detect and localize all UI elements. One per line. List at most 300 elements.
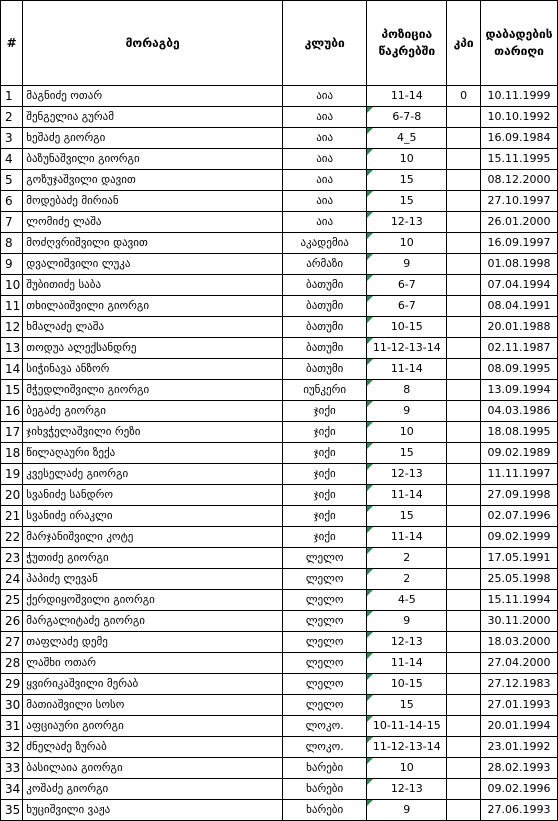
kp-cell[interactable] bbox=[447, 107, 481, 128]
position-cell[interactable] bbox=[367, 359, 447, 380]
club-name[interactable]: ბათუმი bbox=[282, 359, 366, 380]
position-cell[interactable] bbox=[367, 149, 447, 170]
birthdate-cell[interactable]: 09.02.1996 bbox=[481, 779, 558, 800]
birthdate-cell[interactable]: 10.10.1992 bbox=[481, 107, 558, 128]
table-row bbox=[1, 695, 558, 716]
kp-cell[interactable] bbox=[447, 275, 481, 296]
kp-cell[interactable] bbox=[447, 779, 481, 800]
player-name[interactable]: მოძღვრიშვილი დავით bbox=[23, 233, 283, 254]
row-number[interactable]: 19 bbox=[1, 464, 23, 485]
table-row bbox=[1, 632, 558, 653]
position-text: 11-14 bbox=[390, 656, 423, 669]
position-cell[interactable] bbox=[367, 212, 447, 233]
comment-indicator-icon bbox=[367, 800, 373, 806]
position-text: 9 bbox=[403, 404, 411, 417]
player-name[interactable]: მარგალიტაძე გიორგი bbox=[23, 611, 283, 632]
table-row bbox=[1, 296, 558, 317]
club-name[interactable]: ჯიქი bbox=[282, 443, 366, 464]
row-number[interactable]: 12 bbox=[1, 317, 23, 338]
comment-indicator-icon bbox=[367, 191, 373, 197]
position-text: 9 bbox=[403, 614, 411, 627]
table-row bbox=[1, 716, 558, 737]
player-name[interactable]: სვანიძე სანდრო bbox=[23, 485, 283, 506]
position-text: 15 bbox=[399, 698, 414, 711]
row-number[interactable]: 8 bbox=[1, 233, 23, 254]
birthdate-cell[interactable]: 27.09.1998 bbox=[481, 485, 558, 506]
player-name[interactable]: აფციაური გიორგი bbox=[23, 716, 283, 737]
position-cell[interactable] bbox=[367, 464, 447, 485]
birthdate-cell[interactable]: 18.03.2000 bbox=[481, 632, 558, 653]
club-name[interactable]: აია bbox=[282, 86, 366, 107]
table-row bbox=[1, 443, 558, 464]
club-name[interactable]: ხარები bbox=[282, 779, 366, 800]
birthdate-cell[interactable]: 09.02.1999 bbox=[481, 527, 558, 548]
club-name[interactable]: ლელო bbox=[282, 548, 366, 569]
table-row bbox=[1, 317, 558, 338]
table-row bbox=[1, 653, 558, 674]
player-name[interactable]: მჭედლიშვილი გიორგი bbox=[23, 380, 283, 401]
comment-indicator-icon bbox=[367, 779, 373, 785]
position-cell[interactable] bbox=[367, 485, 447, 506]
birthdate-cell[interactable]: 27.06.1993 bbox=[481, 800, 558, 821]
table-row bbox=[1, 590, 558, 611]
comment-indicator-icon bbox=[367, 506, 373, 512]
position-text: 10 bbox=[399, 425, 414, 438]
birthdate-cell[interactable]: 15.11.1994 bbox=[481, 590, 558, 611]
position-cell[interactable] bbox=[367, 233, 447, 254]
club-name[interactable]: ჯიქი bbox=[282, 485, 366, 506]
birthdate-cell[interactable]: 09.02.1989 bbox=[481, 443, 558, 464]
comment-indicator-icon bbox=[367, 380, 373, 386]
club-name[interactable]: ბათუმი bbox=[282, 275, 366, 296]
row-number[interactable]: 31 bbox=[1, 716, 23, 737]
position-cell[interactable] bbox=[367, 716, 447, 737]
club-name[interactable]: ჯიქი bbox=[282, 527, 366, 548]
position-text: 15 bbox=[399, 194, 414, 207]
player-name[interactable]: ლომიძე ლაშა bbox=[23, 212, 283, 233]
row-number[interactable]: 30 bbox=[1, 695, 23, 716]
player-name[interactable]: ხმალაძე ლაშა bbox=[23, 317, 283, 338]
row-number[interactable]: 35 bbox=[1, 800, 23, 821]
position-text: 10-15 bbox=[390, 320, 423, 333]
birthdate-cell[interactable]: 10.11.1999 bbox=[481, 86, 558, 107]
player-name[interactable]: შუბითიძე საბა bbox=[23, 275, 283, 296]
comment-indicator-icon bbox=[367, 317, 373, 323]
birthdate-cell[interactable]: 20.01.1988 bbox=[481, 317, 558, 338]
row-number[interactable]: 23 bbox=[1, 548, 23, 569]
player-name[interactable]: მაგნიძე ოთარ bbox=[23, 86, 283, 107]
row-number[interactable]: 6 bbox=[1, 191, 23, 212]
kp-cell[interactable] bbox=[447, 695, 481, 716]
player-name[interactable]: კვესელაძე გიორგი bbox=[23, 464, 283, 485]
row-number[interactable]: 3 bbox=[1, 128, 23, 149]
position-text: 15 bbox=[399, 446, 414, 459]
birthdate-cell[interactable]: 07.04.1994 bbox=[481, 275, 558, 296]
position-cell[interactable] bbox=[367, 653, 447, 674]
row-number[interactable]: 22 bbox=[1, 527, 23, 548]
position-text: 4-5 bbox=[397, 593, 416, 606]
kp-cell[interactable] bbox=[447, 422, 481, 443]
kp-cell[interactable] bbox=[447, 380, 481, 401]
comment-indicator-icon bbox=[367, 485, 373, 491]
player-name[interactable]: სიჭინავა ანზორ bbox=[23, 359, 283, 380]
row-number[interactable]: 20 bbox=[1, 485, 23, 506]
comment-indicator-icon bbox=[367, 464, 373, 470]
club-name[interactable]: არმაზი bbox=[282, 254, 366, 275]
player-name[interactable]: ხუციშვილი ვაჟა bbox=[23, 800, 283, 821]
row-number[interactable]: 29 bbox=[1, 674, 23, 695]
birthdate-cell[interactable]: 11.11.1997 bbox=[481, 464, 558, 485]
comment-indicator-icon bbox=[367, 107, 373, 113]
row-number[interactable]: 34 bbox=[1, 779, 23, 800]
birthdate-cell[interactable]: 26.01.2000 bbox=[481, 212, 558, 233]
row-number[interactable]: 5 bbox=[1, 170, 23, 191]
comment-indicator-icon bbox=[367, 611, 373, 617]
player-name[interactable]: გოზუჯაშვილი დავით bbox=[23, 170, 283, 191]
row-number[interactable]: 1 bbox=[1, 86, 23, 107]
row-number[interactable]: 14 bbox=[1, 359, 23, 380]
club-name[interactable]: ჯიქი bbox=[282, 506, 366, 527]
club-name[interactable]: ლელო bbox=[282, 695, 366, 716]
position-cell[interactable] bbox=[367, 590, 447, 611]
player-name[interactable]: თაფლაძე დემე bbox=[23, 632, 283, 653]
table-row bbox=[1, 212, 558, 233]
position-cell[interactable] bbox=[367, 128, 447, 149]
kp-cell[interactable] bbox=[447, 758, 481, 779]
table-row bbox=[1, 779, 558, 800]
position-cell[interactable] bbox=[367, 254, 447, 275]
kp-cell[interactable] bbox=[447, 548, 481, 569]
club-name[interactable]: ლელო bbox=[282, 653, 366, 674]
table-row bbox=[1, 611, 558, 632]
kp-cell[interactable] bbox=[447, 611, 481, 632]
position-text: 11-12-13-14 bbox=[372, 740, 441, 753]
table-row bbox=[1, 674, 558, 695]
kp-cell[interactable] bbox=[447, 443, 481, 464]
kp-cell[interactable] bbox=[447, 212, 481, 233]
position-text: 15 bbox=[399, 509, 414, 522]
kp-cell[interactable] bbox=[447, 527, 481, 548]
club-name[interactable]: ჯიქი bbox=[282, 401, 366, 422]
club-name[interactable]: აკადემია bbox=[282, 233, 366, 254]
row-number[interactable]: 15 bbox=[1, 380, 23, 401]
player-name[interactable]: ძნელაძე ზურაბ bbox=[23, 737, 283, 758]
row-number[interactable]: 27 bbox=[1, 632, 23, 653]
kp-cell[interactable] bbox=[447, 737, 481, 758]
player-name[interactable]: ლაშხი ოთარ bbox=[23, 653, 283, 674]
club-name[interactable]: ბათუმი bbox=[282, 296, 366, 317]
birthdate-cell[interactable]: 28.02.1993 bbox=[481, 758, 558, 779]
table-row bbox=[1, 758, 558, 779]
position-text: 8 bbox=[403, 383, 411, 396]
club-name[interactable]: იუნკერი bbox=[282, 380, 366, 401]
comment-indicator-icon bbox=[367, 758, 373, 764]
table-row bbox=[1, 485, 558, 506]
row-number[interactable]: 33 bbox=[1, 758, 23, 779]
kp-cell[interactable] bbox=[447, 506, 481, 527]
position-cell[interactable] bbox=[367, 737, 447, 758]
comment-indicator-icon bbox=[367, 254, 373, 260]
position-cell[interactable] bbox=[367, 695, 447, 716]
birthdate-cell[interactable]: 15.11.1995 bbox=[481, 149, 558, 170]
table-row bbox=[1, 380, 558, 401]
table-row bbox=[1, 569, 558, 590]
player-name[interactable]: ბაზუნაშვილი გიორგი bbox=[23, 149, 283, 170]
position-cell[interactable] bbox=[367, 380, 447, 401]
player-name[interactable]: ჯიხვჭელაშვილი რეზი bbox=[23, 422, 283, 443]
comment-indicator-icon bbox=[367, 695, 373, 701]
birthdate-cell[interactable]: 04.03.1986 bbox=[481, 401, 558, 422]
birthdate-cell[interactable]: 08.09.1995 bbox=[481, 359, 558, 380]
table-row bbox=[1, 170, 558, 191]
position-text: 11-12-13-14 bbox=[372, 341, 441, 354]
club-name[interactable]: ლოკო. bbox=[282, 716, 366, 737]
position-text: 2 bbox=[403, 572, 411, 585]
player-name[interactable]: მათიაშვილი სოსო bbox=[23, 695, 283, 716]
kp-cell[interactable] bbox=[447, 401, 481, 422]
position-text: 9 bbox=[403, 803, 411, 816]
position-cell[interactable] bbox=[367, 674, 447, 695]
birthdate-cell[interactable]: 25.05.1998 bbox=[481, 569, 558, 590]
player-name[interactable]: ბასილაია გიორგი bbox=[23, 758, 283, 779]
position-cell[interactable] bbox=[367, 632, 447, 653]
club-name[interactable]: ბათუმი bbox=[282, 338, 366, 359]
kp-cell[interactable] bbox=[447, 464, 481, 485]
table-row bbox=[1, 191, 558, 212]
position-text: 10-15 bbox=[390, 677, 423, 690]
position-text: 9 bbox=[403, 257, 411, 270]
position-cell[interactable] bbox=[367, 800, 447, 821]
birthdate-cell[interactable]: 16.09.1997 bbox=[481, 233, 558, 254]
position-text: 6-7 bbox=[397, 299, 416, 312]
header-position: პოზიცია წაკრებში bbox=[367, 1, 447, 86]
player-name[interactable]: კოშაძე გიორგი bbox=[23, 779, 283, 800]
position-cell[interactable] bbox=[367, 422, 447, 443]
club-name[interactable]: ლელო bbox=[282, 569, 366, 590]
club-name[interactable]: ჯიქი bbox=[282, 464, 366, 485]
player-name[interactable]: ბეგაძე გიორგი bbox=[23, 401, 283, 422]
kp-cell[interactable] bbox=[447, 254, 481, 275]
kp-cell[interactable] bbox=[447, 569, 481, 590]
position-text: 12-13 bbox=[390, 467, 423, 480]
kp-cell[interactable] bbox=[447, 800, 481, 821]
position-cell[interactable] bbox=[367, 611, 447, 632]
club-name[interactable]: ლელო bbox=[282, 611, 366, 632]
kp-cell[interactable] bbox=[447, 170, 481, 191]
position-text: 11-14 bbox=[390, 488, 423, 501]
row-number[interactable]: 28 bbox=[1, 653, 23, 674]
comment-indicator-icon bbox=[367, 590, 373, 596]
row-number[interactable]: 25 bbox=[1, 590, 23, 611]
kp-cell[interactable] bbox=[447, 716, 481, 737]
kp-cell[interactable] bbox=[447, 359, 481, 380]
position-text: 15 bbox=[399, 173, 414, 186]
header-club: კლუბი bbox=[282, 1, 366, 86]
position-cell[interactable] bbox=[367, 527, 447, 548]
birthdate-cell[interactable]: 27.12.1983 bbox=[481, 674, 558, 695]
birthdate-cell[interactable]: 16.09.1984 bbox=[481, 128, 558, 149]
position-cell[interactable] bbox=[367, 401, 447, 422]
kp-cell[interactable] bbox=[447, 296, 481, 317]
player-name[interactable]: ყვირიკაშვილი მერაბ bbox=[23, 674, 283, 695]
player-name[interactable]: ხეშაძე გიორგი bbox=[23, 128, 283, 149]
comment-indicator-icon bbox=[367, 422, 373, 428]
row-number[interactable]: 18 bbox=[1, 443, 23, 464]
player-name[interactable]: ჭუთიძე გიორგი bbox=[23, 548, 283, 569]
position-cell[interactable] bbox=[367, 275, 447, 296]
birthdate-cell[interactable]: 23.01.1992 bbox=[481, 737, 558, 758]
birthdate-cell[interactable]: 02.11.1987 bbox=[481, 338, 558, 359]
position-cell[interactable] bbox=[367, 86, 447, 107]
position-cell[interactable] bbox=[367, 548, 447, 569]
row-number[interactable]: 32 bbox=[1, 737, 23, 758]
birthdate-cell[interactable]: 02.07.1996 bbox=[481, 506, 558, 527]
position-cell[interactable] bbox=[367, 296, 447, 317]
club-name[interactable]: აია bbox=[282, 212, 366, 233]
comment-indicator-icon bbox=[367, 632, 373, 638]
table-row bbox=[1, 107, 558, 128]
position-cell[interactable] bbox=[367, 569, 447, 590]
header-kp: კპი bbox=[447, 1, 481, 86]
row-number[interactable]: 4 bbox=[1, 149, 23, 170]
comment-indicator-icon bbox=[367, 296, 373, 302]
birthdate-cell[interactable]: 27.01.1993 bbox=[481, 695, 558, 716]
club-name[interactable]: ლელო bbox=[282, 632, 366, 653]
kp-cell[interactable]: 0 bbox=[447, 86, 481, 107]
player-name[interactable]: ქერდიყოშვილი გიორგი bbox=[23, 590, 283, 611]
row-number[interactable]: 13 bbox=[1, 338, 23, 359]
table-row bbox=[1, 737, 558, 758]
table-row bbox=[1, 338, 558, 359]
row-number[interactable]: 10 bbox=[1, 275, 23, 296]
position-cell[interactable] bbox=[367, 191, 447, 212]
position-text: 10 bbox=[399, 152, 414, 165]
comment-indicator-icon bbox=[367, 716, 373, 722]
birthdate-cell[interactable]: 18.08.1995 bbox=[481, 422, 558, 443]
row-number[interactable]: 16 bbox=[1, 401, 23, 422]
club-name[interactable]: ლელო bbox=[282, 590, 366, 611]
position-text: 11-14 bbox=[390, 89, 423, 102]
row-number[interactable]: 21 bbox=[1, 506, 23, 527]
club-name[interactable]: აია bbox=[282, 149, 366, 170]
position-cell[interactable] bbox=[367, 170, 447, 191]
birthdate-cell[interactable]: 17.05.1991 bbox=[481, 548, 558, 569]
position-text: 12-13 bbox=[390, 635, 423, 648]
kp-cell[interactable] bbox=[447, 632, 481, 653]
position-text: 10 bbox=[399, 761, 414, 774]
comment-indicator-icon bbox=[367, 653, 373, 659]
birthdate-cell[interactable]: 27.04.2000 bbox=[481, 653, 558, 674]
kp-cell[interactable] bbox=[447, 338, 481, 359]
club-name[interactable]: აია bbox=[282, 107, 366, 128]
table-row bbox=[1, 422, 558, 443]
position-cell[interactable] bbox=[367, 506, 447, 527]
comment-indicator-icon bbox=[367, 128, 373, 134]
row-number[interactable]: 17 bbox=[1, 422, 23, 443]
club-name[interactable]: აია bbox=[282, 191, 366, 212]
kp-cell[interactable] bbox=[447, 149, 481, 170]
kp-cell[interactable] bbox=[447, 128, 481, 149]
table-body bbox=[1, 86, 558, 821]
position-text: 10-11-14-15 bbox=[372, 719, 441, 732]
kp-cell[interactable] bbox=[447, 317, 481, 338]
player-name[interactable]: დვალიშვილი ლუკა bbox=[23, 254, 283, 275]
comment-indicator-icon bbox=[367, 338, 373, 344]
position-cell[interactable] bbox=[367, 443, 447, 464]
kp-cell[interactable] bbox=[447, 674, 481, 695]
position-cell[interactable] bbox=[367, 317, 447, 338]
kp-cell[interactable] bbox=[447, 233, 481, 254]
kp-cell[interactable] bbox=[447, 485, 481, 506]
position-text: 11-14 bbox=[390, 362, 423, 375]
position-cell[interactable] bbox=[367, 338, 447, 359]
table-row bbox=[1, 275, 558, 296]
club-name[interactable]: ლოკო. bbox=[282, 737, 366, 758]
club-name[interactable]: აია bbox=[282, 170, 366, 191]
table-row bbox=[1, 254, 558, 275]
kp-cell[interactable] bbox=[447, 653, 481, 674]
player-name[interactable]: თოდუა ალექსანდრე bbox=[23, 338, 283, 359]
comment-indicator-icon bbox=[367, 548, 373, 554]
comment-indicator-icon bbox=[367, 359, 373, 365]
player-name[interactable]: წილაღაური ზექა bbox=[23, 443, 283, 464]
comment-indicator-icon bbox=[367, 212, 373, 218]
row-number[interactable]: 26 bbox=[1, 611, 23, 632]
table-row bbox=[1, 506, 558, 527]
player-name[interactable]: მარჯანიშვილი კოტე bbox=[23, 527, 283, 548]
club-name[interactable]: ხარები bbox=[282, 800, 366, 821]
club-name[interactable]: ხარები bbox=[282, 758, 366, 779]
kp-cell[interactable] bbox=[447, 590, 481, 611]
position-text: 6-7 bbox=[397, 278, 416, 291]
birthdate-cell[interactable]: 08.04.1991 bbox=[481, 296, 558, 317]
position-cell[interactable] bbox=[367, 758, 447, 779]
header-birthdate: დაბადების თარიღი bbox=[481, 1, 558, 86]
club-name[interactable]: ჯიქი bbox=[282, 422, 366, 443]
kp-cell[interactable] bbox=[447, 191, 481, 212]
birthdate-cell[interactable]: 08.12.2000 bbox=[481, 170, 558, 191]
player-name[interactable]: მოდებაძე მირიან bbox=[23, 191, 283, 212]
position-text: 6-7-8 bbox=[392, 110, 422, 123]
comment-indicator-icon bbox=[367, 737, 373, 743]
position-cell[interactable] bbox=[367, 107, 447, 128]
row-number[interactable]: 24 bbox=[1, 569, 23, 590]
position-text: 11-14 bbox=[390, 530, 423, 543]
row-number[interactable]: 2 bbox=[1, 107, 23, 128]
player-name[interactable]: სვანიძე ირაკლი bbox=[23, 506, 283, 527]
header-row bbox=[1, 1, 558, 86]
birthdate-cell[interactable]: 13.09.1994 bbox=[481, 380, 558, 401]
club-name[interactable]: აია bbox=[282, 128, 366, 149]
row-number[interactable]: 9 bbox=[1, 254, 23, 275]
club-name[interactable]: ლელო bbox=[282, 674, 366, 695]
row-number[interactable]: 7 bbox=[1, 212, 23, 233]
table-row bbox=[1, 128, 558, 149]
table-row bbox=[1, 149, 558, 170]
birthdate-cell[interactable]: 30.11.2000 bbox=[481, 611, 558, 632]
table-row bbox=[1, 800, 558, 821]
position-cell[interactable] bbox=[367, 779, 447, 800]
player-name[interactable]: თხილაიშვილი გიორგი bbox=[23, 296, 283, 317]
birthdate-cell[interactable]: 27.10.1997 bbox=[481, 191, 558, 212]
row-number[interactable]: 11 bbox=[1, 296, 23, 317]
player-name[interactable]: შენგელია გურამ bbox=[23, 107, 283, 128]
table-row bbox=[1, 527, 558, 548]
club-name[interactable]: ბათუმი bbox=[282, 317, 366, 338]
player-name[interactable]: პაპიძე ლევან bbox=[23, 569, 283, 590]
birthdate-cell[interactable]: 20.01.1994 bbox=[481, 716, 558, 737]
birthdate-cell[interactable]: 01.08.1998 bbox=[481, 254, 558, 275]
